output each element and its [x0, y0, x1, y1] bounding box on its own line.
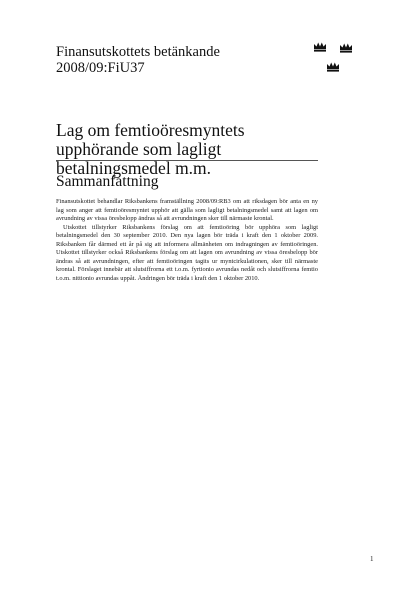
three-crowns-icon: [314, 42, 354, 76]
report-header: [56, 44, 220, 76]
summary-body: [56, 198, 318, 283]
report-number: 2008/09:FiU37: [56, 60, 145, 76]
committee-name: Finansutskottets betänkande: [56, 44, 220, 60]
summary-paragraph-1: Finansutskottet behandlar Riksbankens framställning 2008/09:RB3 om att riksdagen bör anta en ny lag som anger att femtioöresmyntet upphör att gälla som lagligt betalningsmedel samt att lagen om avrundning av vissa öresbelopp ändras så att avrundningen sker till närmaste krontal.: [56, 198, 318, 222]
document-title: Lag om femtioöresmyntets upphörande som lagligt betalningsmedel m.m.: [56, 120, 245, 178]
page-number: 1: [370, 555, 374, 563]
title-divider: [56, 160, 318, 161]
section-heading: Sammanfattning: [56, 173, 159, 190]
summary-paragraph-2: Utskottet tillstyrker Riksbankens förslag om att femtioöring bör upphöra som lagligt betalningsmedel den 30 september 2010. Den nya lagen bör träda i kraft den 1 oktober 2009. Riksbanken får därmed ett år på sig att informera allmänheten om indragningen av femtioöringen. Utskottet tillstyrker också Riksbankens förslag om att lagen om avrundning av vissa öresbelopp bör ändras så att avrundningen, efter att femtioöringen tagits ur myntcirkulationen, sker till närmaste krontal. Förslaget innebär att slutsiffrorna ett t.o.m. fyrtionio avrundas nedåt och slutsiffrorna femtio t.o.m. nittionio avrundas uppåt. Ändringen bör träda i kraft den 1 oktober 2010.: [56, 223, 318, 282]
